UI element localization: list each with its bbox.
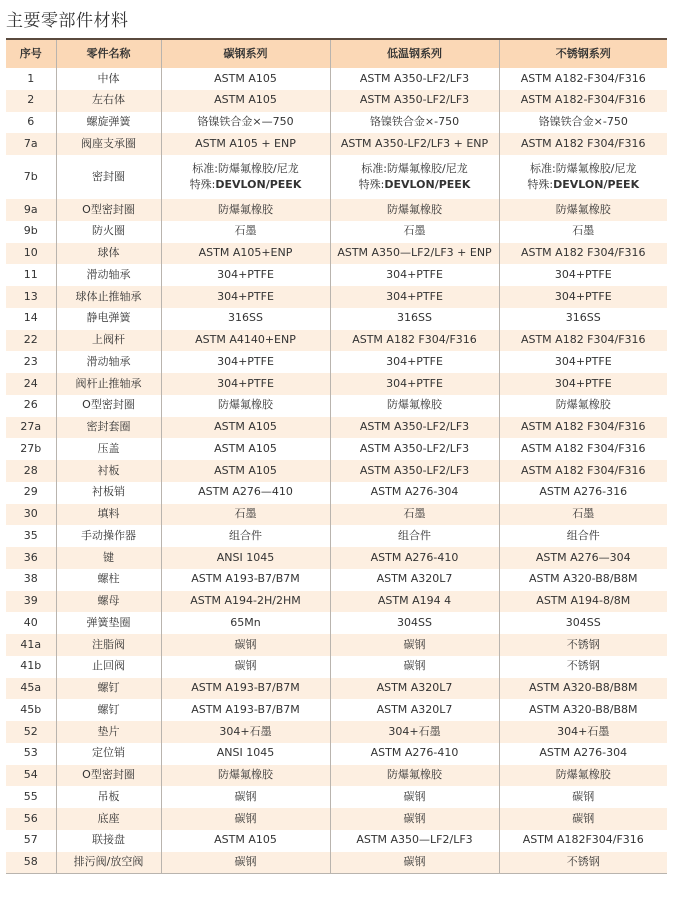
cell-no: 45b [20, 702, 42, 716]
table-row [6, 830, 667, 852]
cell-no: 29 [23, 485, 38, 499]
cell-no: 11 [23, 267, 38, 281]
cell-no: 55 [23, 789, 38, 803]
cell-carbon-steel: 304+PTFE [161, 373, 330, 395]
cell-carbon-steel: ASTM A105 + ENP [161, 133, 330, 155]
table-row [6, 678, 667, 700]
cell-low-temp-steel: 防爆氟橡胶 [330, 199, 499, 221]
cell-stainless-steel: ASTM A182 F304/F316 [499, 243, 667, 265]
cell-stainless-steel: ASTM A276-304 [499, 743, 667, 765]
special-label: 特殊: [527, 178, 554, 191]
cell-carbon-steel: 304+石墨 [161, 721, 330, 743]
cell-stainless-steel: ASTM A182 F304/F316 [499, 417, 667, 439]
cell-part-name: 阀座支承圈 [56, 133, 161, 155]
table-row [6, 547, 667, 569]
cell-stainless-steel: ASTM A320-B8/B8M [499, 699, 667, 721]
cell-no: 1 [27, 71, 35, 85]
cell-no: 45a [20, 681, 42, 695]
cell-carbon-steel: ASTM A4140+ENP [161, 330, 330, 352]
cell-stainless-steel: ASTM A320-B8/B8M [499, 569, 667, 591]
cell-part-name: 滑动轴承 [56, 264, 161, 286]
cell-no: 53 [23, 746, 38, 760]
special-value: DEVLON/PEEK [553, 178, 640, 191]
cell-part-name: 衬板 [56, 460, 161, 482]
materials-table [6, 38, 667, 874]
cell-part-name: 密封套圈 [56, 417, 161, 439]
cell-stainless-steel: 不锈钢 [499, 852, 667, 874]
cell-part-name: 密封圈 [56, 155, 161, 199]
cell-low-temp-steel: ASTM A320L7 [330, 678, 499, 700]
cell-low-temp-steel: ASTM A350—LF2/LF3 + ENP [330, 243, 499, 265]
cell-carbon-steel: ASTM A276—410 [161, 482, 330, 504]
cell-part-name: 压盖 [56, 438, 161, 460]
cell-carbon-steel: ASTM A105 [161, 90, 330, 112]
table-row [6, 504, 667, 526]
cell-stainless-steel: ASTM A320-B8/B8M [499, 678, 667, 700]
cell-carbon-steel: ASTM A105 [161, 68, 330, 90]
cell-part-name: 衬板销 [56, 482, 161, 504]
table-row [6, 221, 667, 243]
cell-carbon-steel [161, 155, 330, 199]
cell-no: 23 [23, 354, 38, 368]
cell-carbon-steel: ASTM A105 [161, 417, 330, 439]
special-label: 特殊: [358, 178, 385, 191]
cell-part-name: O型密封圈 [56, 199, 161, 221]
header-no: 序号 [19, 46, 42, 60]
standard-material: 标准:防爆氟橡胶/尼龙 [192, 161, 299, 175]
cell-stainless-steel: 不锈钢 [499, 634, 667, 656]
cell-stainless-steel: 304+石墨 [499, 721, 667, 743]
cell-part-name: 球体 [56, 243, 161, 265]
cell-part-name: 填料 [56, 504, 161, 526]
cell-carbon-steel: 铬镍铁合金×—750 [161, 112, 330, 134]
cell-no: 41b [20, 659, 42, 673]
table-row [6, 569, 667, 591]
cell-low-temp-steel: 石墨 [330, 504, 499, 526]
cell-part-name: 螺钉 [56, 678, 161, 700]
cell-stainless-steel: 碳钢 [499, 808, 667, 830]
table-row [6, 743, 667, 765]
table-row [6, 438, 667, 460]
cell-no: 52 [23, 724, 38, 738]
cell-no: 39 [23, 594, 38, 608]
table-row [6, 634, 667, 656]
cell-no: 27a [20, 420, 42, 434]
cell-carbon-steel: ASTM A194-2H/2HM [161, 591, 330, 613]
cell-no: 7b [23, 169, 38, 183]
cell-part-name: 螺柱 [56, 569, 161, 591]
cell-no: 9b [23, 224, 38, 238]
cell-low-temp-steel: ASTM A276-410 [330, 743, 499, 765]
cell-low-temp-steel: 304+PTFE [330, 351, 499, 373]
special-material [331, 177, 499, 194]
cell-carbon-steel: 304+PTFE [161, 351, 330, 373]
table-row [6, 199, 667, 221]
cell-carbon-steel: ASTM A193-B7/B7M [161, 699, 330, 721]
table-header-row [6, 39, 667, 68]
table-row [6, 699, 667, 721]
cell-carbon-steel: 防爆氟橡胶 [161, 395, 330, 417]
cell-no: 14 [23, 311, 38, 325]
page-title: 主要零部件材料 [6, 11, 129, 31]
table-row [6, 373, 667, 395]
cell-low-temp-steel: 304+PTFE [330, 264, 499, 286]
cell-part-name: 注脂阀 [56, 634, 161, 656]
cell-part-name: 阀杆止推轴承 [56, 373, 161, 395]
cell-low-temp-steel: 304+PTFE [330, 373, 499, 395]
header-carbon-steel: 碳钢系列 [161, 39, 330, 68]
cell-carbon-steel: 防爆氟橡胶 [161, 199, 330, 221]
cell-low-temp-steel: ASTM A350-LF2/LF3 [330, 68, 499, 90]
cell-low-temp-steel: ASTM A350-LF2/LF3 [330, 90, 499, 112]
cell-part-name: 弹簧垫圈 [56, 612, 161, 634]
cell-carbon-steel: 碳钢 [161, 656, 330, 678]
standard-material: 标准:防爆氟橡胶/尼龙 [530, 161, 637, 175]
cell-stainless-steel: 防爆氟橡胶 [499, 395, 667, 417]
table-row [6, 351, 667, 373]
cell-carbon-steel: 防爆氟橡胶 [161, 765, 330, 787]
cell-part-name: 中体 [56, 68, 161, 90]
cell-no: 26 [23, 398, 38, 412]
cell-low-temp-steel: 316SS [330, 308, 499, 330]
cell-low-temp-steel [330, 155, 499, 199]
cell-stainless-steel: ASTM A194-8/8M [499, 591, 667, 613]
cell-carbon-steel: ASTM A105 [161, 460, 330, 482]
cell-stainless-steel: 304+PTFE [499, 286, 667, 308]
cell-stainless-steel: 304SS [499, 612, 667, 634]
cell-part-name: 球体止推轴承 [56, 286, 161, 308]
cell-carbon-steel: 组合件 [161, 525, 330, 547]
table-row [6, 330, 667, 352]
cell-low-temp-steel: ASTM A320L7 [330, 699, 499, 721]
cell-low-temp-steel: 304+PTFE [330, 286, 499, 308]
standard-material: 标准:防爆氟橡胶/尼龙 [361, 161, 468, 175]
cell-carbon-steel: 304+PTFE [161, 286, 330, 308]
table-row [6, 133, 667, 155]
cell-stainless-steel: 组合件 [499, 525, 667, 547]
cell-no: 40 [23, 615, 38, 629]
cell-no: 57 [23, 833, 38, 847]
table-row [6, 112, 667, 134]
cell-stainless-steel: ASTM A182 F304/F316 [499, 438, 667, 460]
cell-no: 58 [23, 854, 38, 868]
cell-stainless-steel: 防爆氟橡胶 [499, 765, 667, 787]
special-material [162, 177, 330, 194]
table-row [6, 852, 667, 874]
cell-carbon-steel: 碳钢 [161, 634, 330, 656]
cell-stainless-steel: 304+PTFE [499, 373, 667, 395]
cell-no: 2 [27, 93, 35, 107]
table-row [6, 286, 667, 308]
cell-stainless-steel: 304+PTFE [499, 351, 667, 373]
cell-carbon-steel: 316SS [161, 308, 330, 330]
cell-low-temp-steel: 防爆氟橡胶 [330, 765, 499, 787]
special-material [500, 177, 668, 194]
cell-part-name: 止回阀 [56, 656, 161, 678]
cell-part-name: 螺钉 [56, 699, 161, 721]
cell-no: 7a [23, 136, 38, 150]
cell-carbon-steel: 石墨 [161, 221, 330, 243]
cell-part-name: 底座 [56, 808, 161, 830]
cell-part-name: 吊板 [56, 786, 161, 808]
cell-part-name: 排污阀/放空阀 [56, 852, 161, 874]
cell-no: 54 [23, 768, 38, 782]
cell-low-temp-steel: 碳钢 [330, 634, 499, 656]
special-value: DEVLON/PEEK [215, 178, 302, 191]
cell-low-temp-steel: 组合件 [330, 525, 499, 547]
cell-part-name: O型密封圈 [56, 395, 161, 417]
cell-carbon-steel: ASTM A105+ENP [161, 243, 330, 265]
cell-part-name: O型密封圈 [56, 765, 161, 787]
cell-low-temp-steel: 铬镍铁合金×-750 [330, 112, 499, 134]
cell-low-temp-steel: ASTM A194 4 [330, 591, 499, 613]
cell-low-temp-steel: ASTM A182 F304/F316 [330, 330, 499, 352]
cell-carbon-steel: ASTM A105 [161, 830, 330, 852]
cell-stainless-steel: 石墨 [499, 221, 667, 243]
table-row [6, 417, 667, 439]
cell-no: 36 [23, 550, 38, 564]
cell-part-name: 键 [56, 547, 161, 569]
table-row [6, 656, 667, 678]
cell-carbon-steel: ASTM A193-B7/B7M [161, 569, 330, 591]
cell-carbon-steel: 65Mn [161, 612, 330, 634]
table-row [6, 765, 667, 787]
cell-no: 6 [27, 115, 35, 129]
cell-stainless-steel: ASTM A182 F304/F316 [499, 133, 667, 155]
cell-stainless-steel: 铬镍铁合金×-750 [499, 112, 667, 134]
cell-stainless-steel: 304+PTFE [499, 264, 667, 286]
table-row [6, 155, 667, 199]
header-stainless-steel: 不锈钢系列 [499, 39, 667, 68]
cell-no: 41a [20, 637, 42, 651]
table-row [6, 264, 667, 286]
cell-no: 30 [23, 507, 38, 521]
cell-low-temp-steel: 304SS [330, 612, 499, 634]
cell-part-name: 静电弹簧 [56, 308, 161, 330]
cell-stainless-steel: ASTM A182 F304/F316 [499, 460, 667, 482]
cell-carbon-steel: ASTM A193-B7/B7M [161, 678, 330, 700]
table-row [6, 68, 667, 90]
cell-part-name: 滑动轴承 [56, 351, 161, 373]
cell-stainless-steel: 316SS [499, 308, 667, 330]
cell-carbon-steel: 碳钢 [161, 808, 330, 830]
cell-stainless-steel: ASTM A182F304/F316 [499, 830, 667, 852]
cell-low-temp-steel: ASTM A350-LF2/LF3 [330, 438, 499, 460]
cell-carbon-steel: ANSI 1045 [161, 547, 330, 569]
cell-no: 13 [23, 289, 38, 303]
cell-part-name: 手动操作器 [56, 525, 161, 547]
cell-low-temp-steel: ASTM A276-410 [330, 547, 499, 569]
cell-low-temp-steel: 碳钢 [330, 808, 499, 830]
cell-low-temp-steel: ASTM A350—LF2/LF3 [330, 830, 499, 852]
cell-no: 22 [23, 333, 38, 347]
table-row [6, 243, 667, 265]
cell-low-temp-steel: ASTM A276-304 [330, 482, 499, 504]
cell-stainless-steel: 防爆氟橡胶 [499, 199, 667, 221]
cell-part-name: 螺母 [56, 591, 161, 613]
cell-no: 9a [23, 202, 38, 216]
cell-no: 24 [23, 376, 38, 390]
cell-low-temp-steel: 304+石墨 [330, 721, 499, 743]
cell-stainless-steel: ASTM A182-F304/F316 [499, 68, 667, 90]
cell-no: 10 [23, 246, 38, 260]
cell-no: 38 [23, 572, 38, 586]
cell-low-temp-steel: ASTM A320L7 [330, 569, 499, 591]
cell-low-temp-steel: 碳钢 [330, 852, 499, 874]
header-low-temp-steel: 低温钢系列 [330, 39, 499, 68]
cell-low-temp-steel: ASTM A350-LF2/LF3 + ENP [330, 133, 499, 155]
cell-carbon-steel: 碳钢 [161, 852, 330, 874]
table-row [6, 786, 667, 808]
cell-stainless-steel: ASTM A276-316 [499, 482, 667, 504]
cell-low-temp-steel: 防爆氟橡胶 [330, 395, 499, 417]
cell-part-name: 定位销 [56, 743, 161, 765]
cell-part-name: 垫片 [56, 721, 161, 743]
cell-carbon-steel: 石墨 [161, 504, 330, 526]
special-value: DEVLON/PEEK [384, 178, 471, 191]
table-row [6, 525, 667, 547]
cell-low-temp-steel: 碳钢 [330, 656, 499, 678]
cell-no: 35 [23, 528, 38, 542]
cell-stainless-steel: 碳钢 [499, 786, 667, 808]
table-row [6, 395, 667, 417]
cell-no: 27b [20, 441, 42, 455]
header-part-name: 零件名称 [56, 39, 161, 68]
table-row [6, 808, 667, 830]
cell-stainless-steel: 不锈钢 [499, 656, 667, 678]
table-row [6, 721, 667, 743]
cell-carbon-steel: 304+PTFE [161, 264, 330, 286]
cell-stainless-steel: ASTM A182-F304/F316 [499, 90, 667, 112]
table-row [6, 612, 667, 634]
cell-low-temp-steel: ASTM A350-LF2/LF3 [330, 460, 499, 482]
cell-carbon-steel: ASTM A105 [161, 438, 330, 460]
cell-low-temp-steel: 碳钢 [330, 786, 499, 808]
table-row [6, 90, 667, 112]
cell-part-name: 上阀杆 [56, 330, 161, 352]
cell-part-name: 左右体 [56, 90, 161, 112]
table-row [6, 460, 667, 482]
cell-stainless-steel: ASTM A182 F304/F316 [499, 330, 667, 352]
table-row [6, 482, 667, 504]
cell-stainless-steel [499, 155, 667, 199]
cell-no: 56 [23, 811, 38, 825]
cell-stainless-steel: ASTM A276—304 [499, 547, 667, 569]
cell-carbon-steel: 碳钢 [161, 786, 330, 808]
cell-part-name: 螺旋弹簧 [56, 112, 161, 134]
table-row [6, 308, 667, 330]
cell-low-temp-steel: ASTM A350-LF2/LF3 [330, 417, 499, 439]
cell-no: 28 [23, 463, 38, 477]
cell-carbon-steel: ANSI 1045 [161, 743, 330, 765]
cell-part-name: 联接盘 [56, 830, 161, 852]
cell-part-name: 防火圈 [56, 221, 161, 243]
table-row [6, 591, 667, 613]
special-label: 特殊: [189, 178, 216, 191]
cell-stainless-steel: 石墨 [499, 504, 667, 526]
cell-low-temp-steel: 石墨 [330, 221, 499, 243]
